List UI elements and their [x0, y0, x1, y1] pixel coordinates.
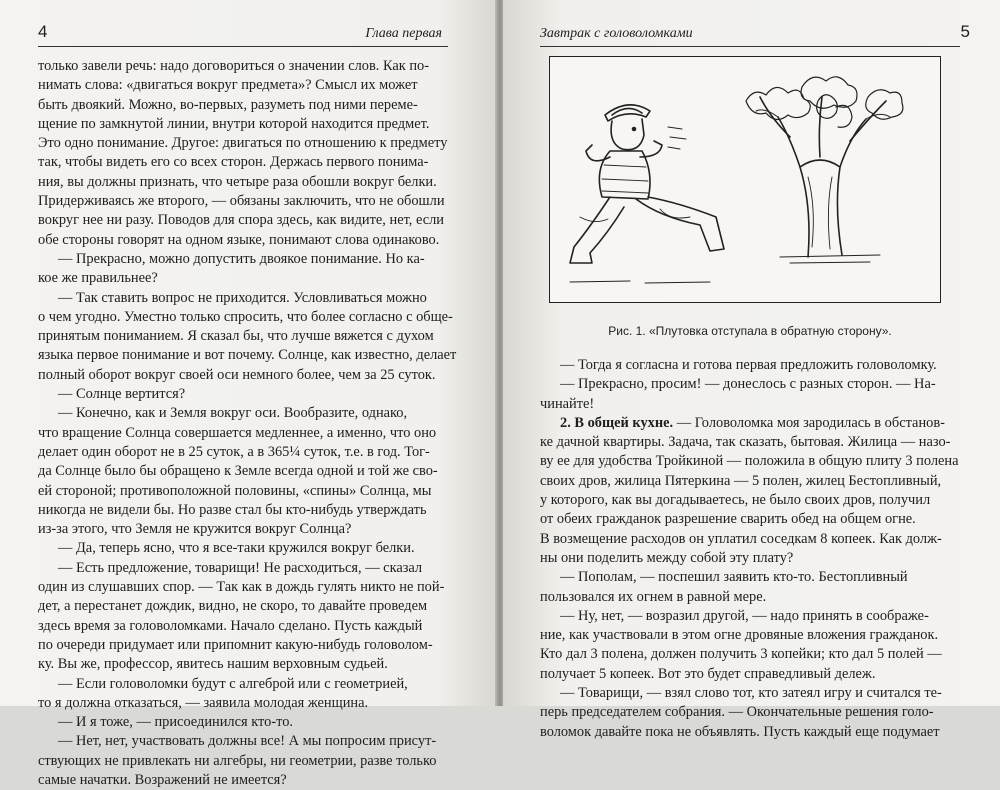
right-text-line: — Товарищи, — взял слово тот, кто затеял игру и считался те- [560, 685, 942, 702]
right-page-body [540, 356, 959, 742]
left-text-line: — Если головоломки будут с алгеброй или с геометрией, [58, 675, 408, 692]
right-text-line: получает 5 копеек. Вот это будет справедливый дележ. [540, 665, 876, 682]
left-text-line: да Солнце было бы обращено к Земле всегда одной и той же сво- [38, 463, 438, 480]
left-text-line: дет, а перестанет дождик, видно, не скоро, то давайте проведем [38, 598, 428, 615]
left-text-line: ку. Вы же, профессор, явитесь нашим верховным судьей. [38, 656, 388, 673]
right-text-line: ву ее для удобства Тройкиной — положила в общую плиту 3 полена [540, 453, 959, 470]
left-text-line: принятым пониманием. Я сказал бы, что лучше вяжется с духом [38, 328, 434, 345]
left-text-line: — Да, теперь ясно, что я все-таки кружился вокруг белки. [58, 540, 415, 557]
right-text-line: Кто дал 3 полена, должен получить 3 копейки; кто дал 5 полей — [540, 646, 942, 663]
right-text-line: — Ну, нет, — возразил другой, — надо принять в соображе- [560, 607, 929, 624]
left-text-line: по очереди придумает или припомнит какую-нибудь головолом- [38, 636, 433, 653]
left-text-line: Придерживаясь же второго, — обязаны заключить, что не обошли [38, 193, 445, 210]
left-text-line: — Есть предложение, товарищи! Не расходиться, — сказал [58, 559, 423, 576]
right-text-line: перь председателем собрания. — Окончательные решения голо- [540, 704, 934, 721]
left-text-line: — Солнце вертится? [58, 386, 186, 403]
left-text-line: ствующих не привлекать ни алгебры, ни геометрии, разве только [38, 752, 437, 769]
left-text-line: здесь время за головоломками. Начало сделано. Пусть каждый [38, 617, 423, 634]
left-text-line: нимать слова: «двигаться вокруг предмета»? Смысл их может [38, 77, 418, 94]
left-text-line: Это одно понимание. Другое: двигаться по отношению к предмету [38, 135, 448, 152]
left-text-line: — Нет, нет, участвовать должны все! А мы попросим присут- [58, 733, 437, 750]
right-running-head: Завтрак с головоломками [540, 26, 693, 41]
left-text-line: щение по замкнутой линии, внутри которой находится предмет. [38, 115, 430, 132]
right-text-line: ние, как участвовали в этом огне дровяные вложения гражданок. [540, 627, 939, 644]
left-page-header [38, 22, 448, 47]
left-text-line: языка первое понимание и вот почему. Солнце, как известно, делает [38, 347, 457, 364]
left-page-body [38, 57, 457, 790]
left-text-line: — Прекрасно, можно допустить двоякое понимание. Но ка- [58, 250, 425, 267]
left-text-line: никогда не видели бы. Но разве стал бы кто-нибудь утверждать [38, 501, 427, 518]
left-text-line: то я должна отказаться, — заявила молодая женщина. [38, 694, 369, 711]
left-page-number: 4 [38, 22, 48, 41]
illustration-figure [549, 56, 941, 303]
left-page [0, 0, 497, 788]
left-text-line: полный оборот вокруг своей оси немного более, чем за 25 суток. [38, 366, 436, 383]
right-text-line: ке дачной квартиры. Задача, так сказать, бытовая. Жилица — назо- [540, 434, 951, 451]
right-text-line: ны они поделить между собой эту плату? [540, 549, 794, 566]
left-text-line: обе стороны говорят на одном языке, понимают слова одинаково. [38, 231, 440, 248]
illustration-running-man-tree [550, 57, 940, 302]
left-text-line: только завели речь: надо договориться о значении слов. Как по- [38, 58, 430, 74]
left-text-line: — Так ставить вопрос не приходится. Условливаться можно [58, 289, 427, 306]
right-text-line: от обеих гражданок разрешение сварить обед на общем огне. [540, 511, 916, 528]
left-text-line: один из слушавших спор. — Так как в дождь гулять никто не пой- [38, 579, 445, 596]
left-text-line: что вращение Солнца совершается медленнее, а именно, что оно [38, 424, 437, 441]
right-text-line: В возмещение расходов он уплатил соседкам 8 копеек. Как долж- [540, 530, 942, 547]
right-text-line: — Тогда я согласна и готова первая предложить головоломку. [560, 357, 937, 373]
left-text-line: — И я тоже, — присоединился кто-то. [58, 714, 293, 731]
right-text-line: 2. В общей кухне. — Головоломка моя зародилась в обстанов- [560, 414, 945, 431]
left-running-head: Глава первая [365, 26, 442, 41]
right-text-line: чинайте! [540, 395, 595, 412]
left-text-line: самые начатки. Возражений не имеется? [38, 771, 287, 788]
right-text-line: — Пополам, — поспешил заявить кто-то. Бестопливный [560, 569, 908, 586]
left-text-line: из-за этого, что Земля не кружится вокруг Солнца? [38, 521, 352, 538]
left-text-line: делает один оборот не в 25 суток, а в 365¼ суток, т.е. в год. Тог- [38, 443, 430, 460]
left-text-line: вокруг нее ни разу. Поводов для спора здесь, как видите, нет, если [38, 212, 445, 229]
right-text-line: воломок давайте пока не объявлять. Пусть каждый еще подумает [540, 723, 940, 740]
right-page [503, 0, 1000, 740]
left-text-line: ей стороной; противоположной половины, «спины» Солнца, мы [38, 482, 432, 499]
right-text-line: пользовался их огнем в равной мере. [540, 588, 767, 605]
right-text-line: у которого, как вы догадываетесь, не было своих дров, получил [540, 492, 931, 509]
left-text-line: о чем угодно. Уместно только спросить, что более согласно с обще- [38, 308, 453, 325]
figure-caption: Рис. 1. «Плутовка отступала в обратную сторону». [608, 324, 892, 338]
right-text-line: своих дров, жилица Пятеркина — 5 полен, жилец Бестопливный, [540, 472, 942, 489]
right-text-line: — Прекрасно, просим! — донеслось с разных сторон. — На- [560, 376, 936, 393]
right-page-header [540, 22, 970, 47]
left-text-line: кое же правильнее? [38, 270, 158, 287]
left-text-line: быть двоякий. Можно, во-первых, разуметь под ними переме- [38, 96, 418, 113]
left-text-line: — Конечно, как и Земля вокруг оси. Вообразите, однако, [58, 405, 408, 422]
left-text-line: ния, вы должны признать, что четыре раза обошли вокруг белки. [38, 173, 437, 190]
left-text-line: так, чтобы видеть его со всех сторон. Держась первого понима- [38, 154, 429, 171]
right-page-number: 5 [960, 22, 970, 41]
